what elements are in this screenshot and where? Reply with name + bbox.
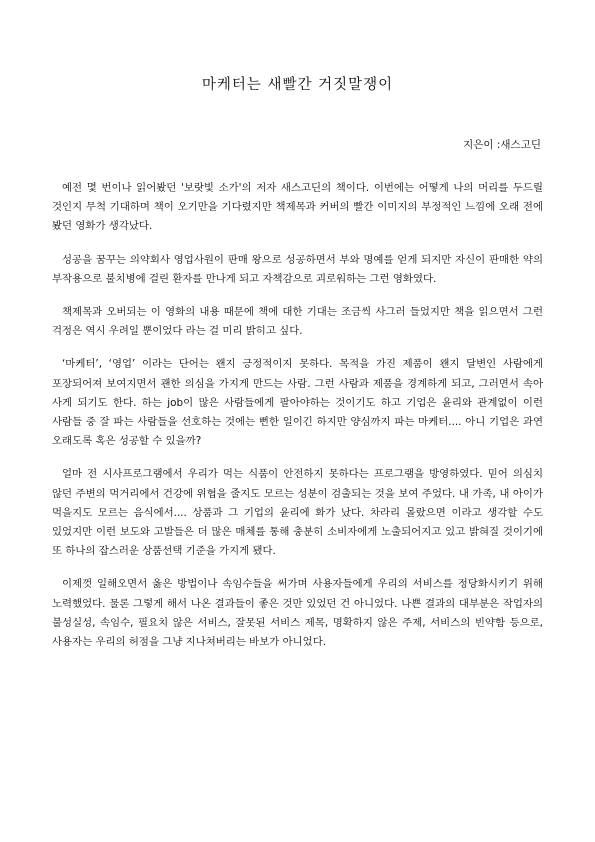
paragraph: 이제껏 일해오면서 옳은 방법이나 속임수들을 써가며 사용자들에게 우리의 서비스를 정당화시키기 위해 노력했었다. 물론 그렇게 해서 나온 결과들이 좋은 것만 있었던 건 아니었다. 나쁜 결과의 대부분은 작업자의 불성실성, 속임수, 필요치 않은 서비스, 잘못된 서비스 제목, 명확하지 않은 주제, 서비스의 빈약함 등으로, 사용자는 우리의 허점을 그냥 지나쳐버리는 바보가 아니었다. [52, 578, 543, 649]
paragraph: 얼마 전 시사프로그램에서 우리가 먹는 식품이 안전하지 못하다는 프로그램을 방영하였다. 믿어 의심치 않던 주변의 먹거리에서 건강에 위협을 줄지도 모르는 성분이 검출되는 것을 보여 주었다. 내 가족, 내 아이가 먹을지도 모르는 음식에서.... 상품과 그 기업의 윤리에 화가 났다. 차라리 몰랐으면 이라고 생각할 수도 있었지만 이런 보도와 고발들은 더 많은 매체를 통해 충분히 소비자에게 노출되어지고 있고 밝혀질 것이기에 또 하나의 잡스러운 상품선택 기준을 가지게 됐다. [52, 468, 543, 558]
document-body [52, 179, 543, 666]
paragraph: 예전 몇 번이나 읽어봤던 '보랏빛 소가'의 저자 새스고딘의 책이다. 이번에는 어떻게 나의 머리를 두드릴 것인지 무척 기대하며 책이 오기만을 기다렸지만 책제목과 커버의 빨간 이미지의 부정적인 느낌에 오래 전에 봤던 영화가 생각났다. [52, 182, 543, 233]
paragraph: 성공을 꿈꾸는 의약회사 영업사원이 판매 왕으로 성공하면서 부와 명예를 얻게 되지만 자신이 판매한 약의 부작용으로 불치병에 걸린 환자를 만나게 되고 자책감으로 괴로워하는 그런 영화였다. [52, 253, 543, 285]
paragraph: ‘마케터’, ‘영업’ 이라는 단어는 왠지 긍정적이지 못하다. 목적을 가진 제품이 왠지 달변인 사람에게 포장되어져 보여지면서 괜한 의심을 가지게 만드는 사람. 그런 사람과 제품을 경계하게 되고, 그러면서 속아 사게 되기도 한다. 하는 job이 많은 사람들에게 팔아야하는 것이기도 하고 기업은 윤리와 관계없이 이런 사람들 중 잘 파는 사람들을 선호하는 것에는 뻔한 일이긴 하지만 양심까지 파는 마케터.... 아니 기업은 과연 오래도록 혹은 성공할 수 있을까? [52, 358, 543, 448]
document-title: 마케터는 새빨간 거짓말쟁이 [201, 77, 394, 93]
paragraph: 책제목과 오버되는 이 영화의 내용 때문에 책에 대한 기대는 조금씩 사그러 들었지만 책을 읽으면서 그런 걱정은 역시 우려일 뿐이었다 라는 걸 미리 밝히고 싶다. [52, 306, 543, 338]
author-line: 지은이 :새스고딘 [463, 139, 541, 151]
